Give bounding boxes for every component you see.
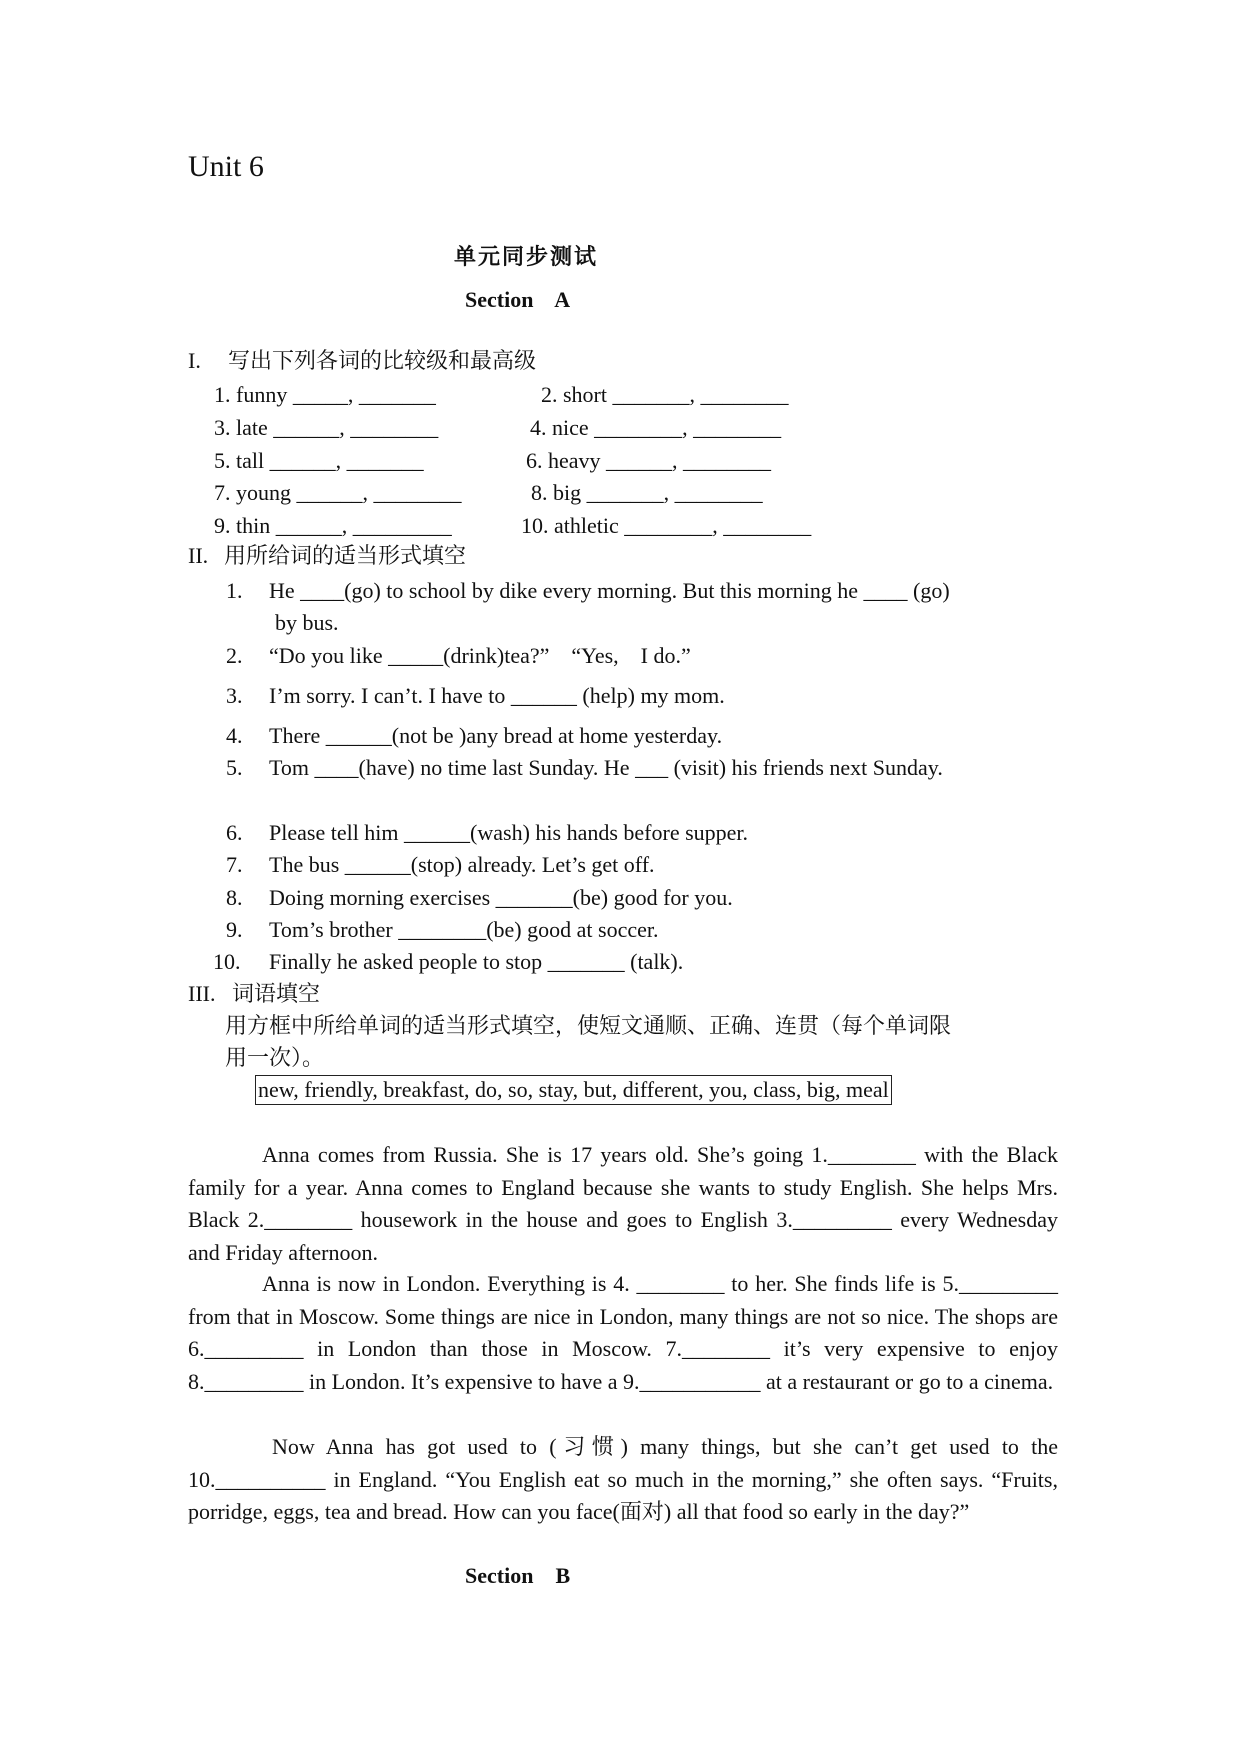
part3-instruction: 用方框中所给单词的适当形式填空，使短文通顺、正确、连贯（每个单词限 xyxy=(225,1013,952,1038)
part2-item-text: Finally he asked people to stop _______ (talk). xyxy=(269,949,684,974)
part3-heading: 词语填空 xyxy=(232,981,321,1006)
part2-item-number: 1. xyxy=(226,578,243,603)
part2-item-number: 2. xyxy=(226,643,243,668)
passage-paragraph-2 xyxy=(188,1268,1058,1399)
part2-item-number: 4. xyxy=(226,723,243,748)
part1-item: 9. thin ______, _________ xyxy=(214,513,452,538)
part2-item-text: Tom ____(have) no time last Sunday. He ___ (visit) his friends next Sunday. xyxy=(269,755,943,780)
paragraph-text: Anna comes from Russia. She is 17 years old. She’s going 1.________ with the Black family for a year. Anna comes to England because she wants to study English. She helps Mrs. Black 2.________ housework in the house and goes to English 3._________ every Wednesday and Friday afternoon. xyxy=(188,1142,1058,1266)
part2-item-text: Doing morning exercises _______(be) good for you. xyxy=(269,885,733,910)
part1-item: 4. nice ________, ________ xyxy=(530,415,782,440)
part3-number: III. xyxy=(188,981,216,1006)
unit-title: Unit 6 xyxy=(188,150,264,183)
passage-paragraph-3 xyxy=(188,1431,1058,1529)
part2-item-number: 7. xyxy=(226,852,243,877)
part1-item: 8. big _______, ________ xyxy=(531,480,763,505)
section-b-heading: Section B xyxy=(465,1563,571,1588)
paragraph-text: Anna is now in London. Everything is 4. ________ to her. She finds life is 5._________ from that in Moscow. Some things are nice in London, many things are not so nice. The shops are 6._________ in London than those in Moscow. 7.________ it’s very expensive to enjoy 8._________ in London. It’s expensive to have a 9.___________ at a restaurant or go to a cinema. xyxy=(188,1271,1058,1395)
part1-item: 3. late ______, ________ xyxy=(214,415,439,440)
part2-item-number: 9. xyxy=(226,917,243,942)
part2-item-text: There ______(not be )any bread at home yesterday. xyxy=(269,723,723,748)
part3-instruction: 用一次）。 xyxy=(225,1045,325,1070)
part2-item-number: 8. xyxy=(226,885,243,910)
part2-item-text: Tom’s brother ________(be) good at soccer. xyxy=(269,917,659,942)
part2-item-number: 6. xyxy=(226,820,243,845)
part1-number: I. xyxy=(188,348,201,373)
part1-heading: 写出下列各词的比较级和最高级 xyxy=(228,348,537,373)
part1-item: 1. funny _____, _______ xyxy=(214,382,436,407)
part2-heading: 用所给词的适当形式填空 xyxy=(224,543,467,568)
part2-item-text: I’m sorry. I can’t. I have to ______ (help) my mom. xyxy=(269,683,725,708)
page-title: 单元同步测试 xyxy=(454,244,599,269)
part2-item-number: 3. xyxy=(226,683,243,708)
part1-item: 6. heavy ______, ________ xyxy=(526,448,772,473)
part2-item-text: “Do you like _____(drink)tea?” “Yes, I do.” xyxy=(269,643,691,668)
paragraph-text: Now Anna has got used to (习惯) many things, but she can’t get used to the 10.__________ in England. “You English eat so much in the morning,” she often says. “Fruits, porridge, eggs, tea and bread. How can you face(面对) all that food so early in the day?” xyxy=(188,1434,1058,1525)
part1-item: 2. short _______, ________ xyxy=(541,382,789,407)
passage-paragraph-1 xyxy=(188,1139,1058,1270)
part2-item-text: He ____(go) to school by dike every morning. But this morning he ____ (go) xyxy=(269,578,950,603)
word-box: new, friendly, breakfast, do, so, stay, but, different, you, class, big, meal xyxy=(255,1075,892,1105)
part2-item-number: 5. xyxy=(226,755,243,780)
part1-item: 10. athletic ________, ________ xyxy=(521,513,812,538)
part1-item: 5. tall ______, _______ xyxy=(214,448,424,473)
section-a-heading: Section A xyxy=(465,287,571,312)
part1-item: 7. young ______, ________ xyxy=(214,480,462,505)
part2-item-text: The bus ______(stop) already. Let’s get off. xyxy=(269,852,655,877)
part2-number: II. xyxy=(188,543,209,568)
part2-item-continuation: by bus. xyxy=(275,610,339,635)
part2-item-text: Please tell him ______(wash) his hands before supper. xyxy=(269,820,749,845)
part2-item-number: 10. xyxy=(213,949,241,974)
